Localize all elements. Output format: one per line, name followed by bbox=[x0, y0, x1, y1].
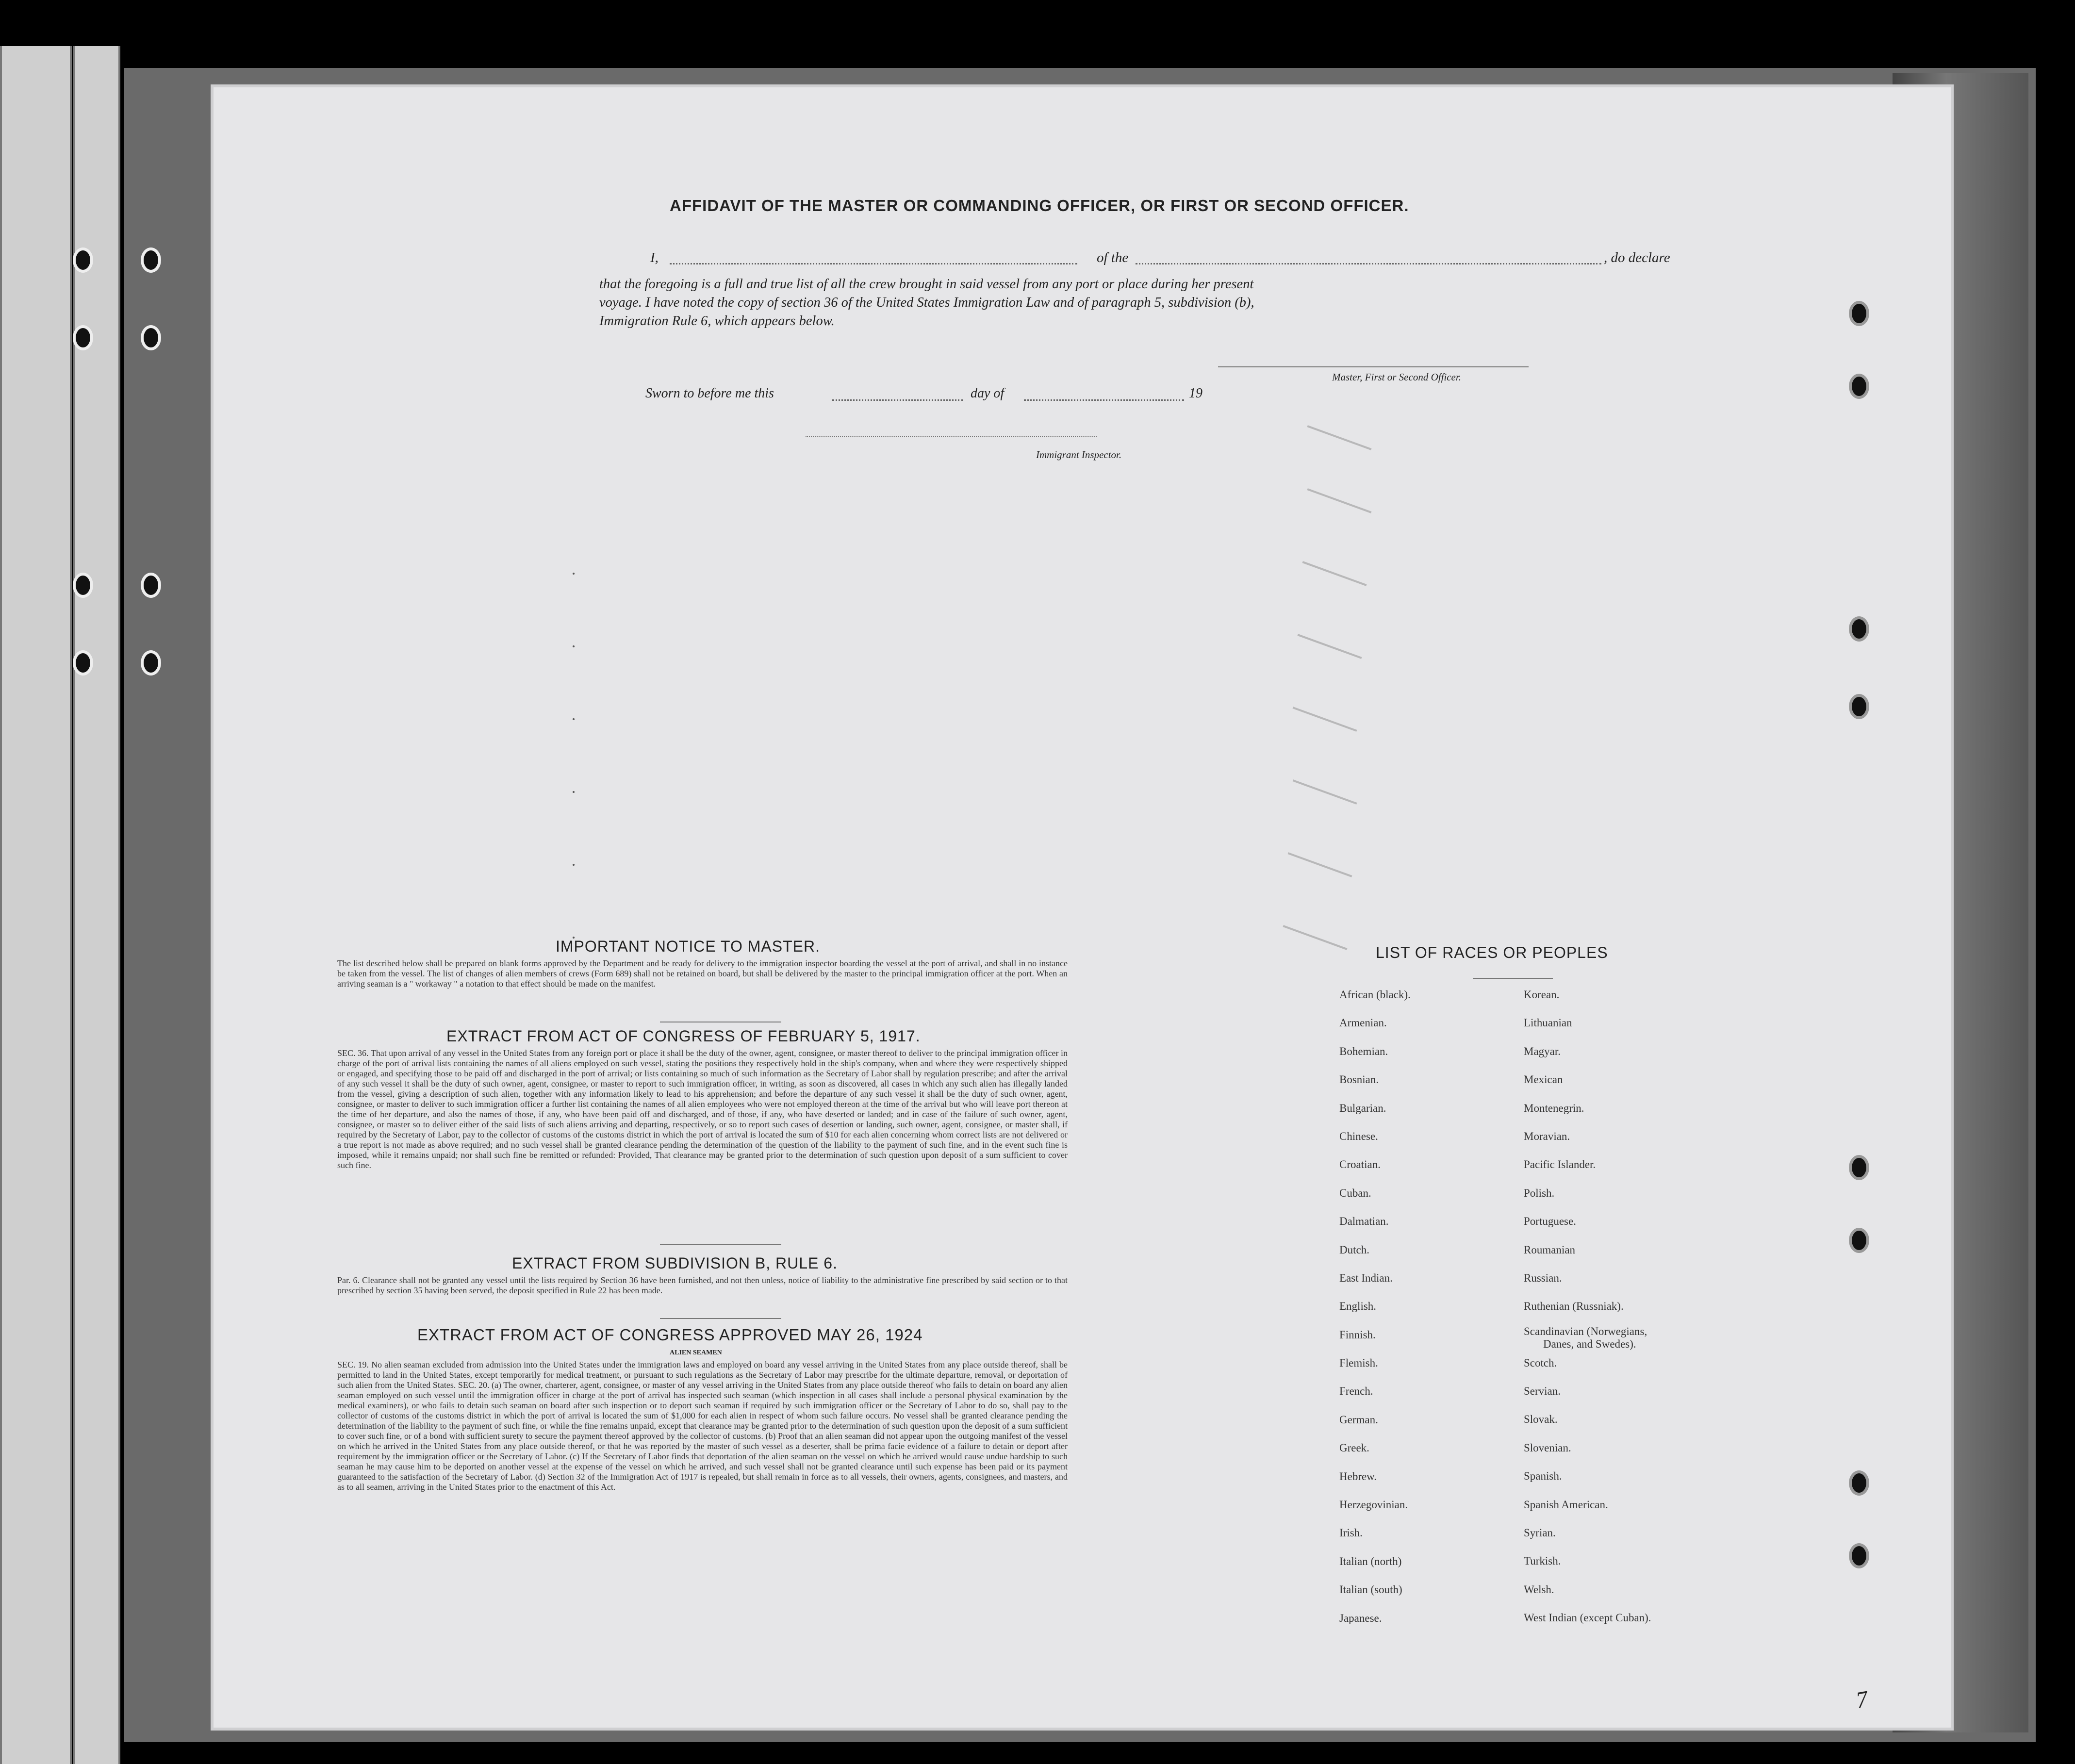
master-signature-line[interactable] bbox=[1218, 366, 1529, 367]
notice-body: The list described below shall be prepared on blank forms approved by the Department and be ready for delivery to the immigration inspector boarding the vessel at the port of arrival, and shall in no instance be taken from the vessel. The list of changes of alien members of crews (Form 689) shall not be retained on board, but shall be delivered by the master to the principal immigration officer at the port. When an arriving seaman is a " workaway " a notation to that effect should be made on the manifest. bbox=[337, 958, 1068, 989]
affidavit-line-4: Immigration Rule 6, which appears below. bbox=[599, 313, 835, 329]
extract-1924-body: SEC. 19. No alien seaman excluded from admission into the United States under the immigration laws and employed on board any vessel arriving in the United States from any place outside thereof, shall be permitted to land in the United States, except temporarily for medical treatment, or pursuant to such regulations as the Secretary of Labor may prescribe for the ultimate departure, removal, or deportation of such alien from the United States. SEC. 20. (a) The owner, charterer, agent, consignee, or master of any vessel arriving in the United States from any place outside thereof who fails to detain on board any alien seaman employed on such vessel until the immigration officer in charge at the port of arrival has inspected such seaman (which inspection in all cases shall include a personal physical examination by the medical examiners), or who fails to detain such seaman on board after such inspection or to deport such seaman if required by such immigration officer or the Secretary of Labor to do so, shall pay to the collector of customs of the customs district in which the port of arrival is located the sum of $1,000 for each alien in respect of whom such failure occurs. No vessel shall be granted clearance pending the determination of the liability to the payment of such fine, or while the fine remains unpaid, except that clearance may be granted prior to the determination of such question upon the deposit of a sum sufficient to cover such fine, or of a bond with sufficient surety to secure the payment thereof approved by the collector of customs. (b) Proof that an alien seaman did not appear upon the outgoing manifest of the vessel on which he arrived in the United States from any place outside thereof, or that he was reported by the master of such vessel as a deserter, shall be prima facie evidence of a failure to detain or deport after requirement by the immigration officer or the Secretary of Labor. (c) If the Secretary of Labor finds that deportation of the alien seaman on the vessel on which he arrived would cause undue hardship to such seaman he may cause him to be deported on another vessel at the expense of the vessel on which he arrived, and such vessel shall not be granted clearance until such expense has been paid or its payment guaranteed to the satisfaction of the Secretary of Labor. (d) Section 32 of the Immigration Act of 1917 is repealed, but shall remain in force as to all vessels, their owners, agents, consignees, and masters, and as to all seamen, arriving in the United States prior to the enactment of this Act. bbox=[337, 1360, 1068, 1492]
page-hole bbox=[1849, 374, 1869, 399]
binder-strip-left bbox=[0, 46, 72, 1764]
sworn-month-blank[interactable] bbox=[1024, 399, 1184, 401]
race-item: Portuguese. bbox=[1524, 1215, 1576, 1228]
race-item: Croatian. bbox=[1339, 1158, 1381, 1171]
race-item: Ruthenian (Russniak). bbox=[1524, 1300, 1624, 1313]
binder-strip-middle bbox=[73, 46, 120, 1764]
races-left-column bbox=[1339, 985, 1411, 1637]
race-item: Slovenian. bbox=[1524, 1441, 1571, 1454]
race-item: Chinese. bbox=[1339, 1130, 1378, 1142]
page-number: 7 bbox=[1854, 1686, 1870, 1714]
binder-hole bbox=[73, 247, 93, 273]
race-item: Slovak. bbox=[1524, 1413, 1558, 1426]
divider bbox=[660, 1318, 781, 1319]
binder-hole bbox=[141, 325, 161, 350]
master-signature-label: Master, First or Second Officer. bbox=[1332, 371, 1461, 383]
race-item: English. bbox=[1339, 1300, 1377, 1313]
race-item: Scandinavian (Norwegians, bbox=[1524, 1325, 1647, 1337]
race-item: Irish. bbox=[1339, 1527, 1363, 1539]
divider bbox=[660, 1244, 781, 1245]
extract-1917-body: SEC. 36. That upon arrival of any vessel in the United States from any foreign port or place it shall be the duty of the owner, agent, consignee, or master thereof to deliver to the principal immigration officer in charge of the port of arrival lists containing the names of all aliens employed on such vessel, stating the positions they respectively hold in the ship's company, when and where they were respectively shipped or engaged, and specifying those to be paid off and discharged in the port of arrival; or lists containing so much of such information as the Secretary of Labor shall by regulation prescribe; and after the arrival of any such vessel it shall be the duty of such owner, agent, consignee, or master to report to such immigration officer, in writing, as soon as discovered, all cases in which any such alien has illegally landed from the vessel, giving a description of such alien, together with any information likely to lead to his apprehension; and before the departure of any such vessel it shall be the duty of such owner, agent, consignee, or master to deliver to such immigration officer a further list containing the names of all alien employees who were not employed thereon at the time of the arrival but who will leave port thereon at the time of her departure, and also the names of those, if any, who have been paid off and discharged, and of those, if any, who have deserted or landed; and in case of the failure of such owner, agent, consignee, or master so to deliver either of the said lists of such aliens arriving and departing, respectively, or so to report such cases of desertion or landing, such owner, agent, consignee, or master shall, if required by the Secretary of Labor, pay to the collector of customs of the customs district in which the port of arrival is located the sum of $10 for each alien concerning whom correct lists are not delivered or a true report is not made as above required; and no such vessel shall be granted clearance pending the determination of the question of the liability to the payment of such fine, and in the event such fine is imposed, while it remains unpaid; nor shall such fine be remitted or refunded: Provided, That clearance may be granted prior to the determination of such question upon deposit of a sum sufficient to cover such fine. bbox=[337, 1048, 1068, 1170]
inspector-signature-line[interactable] bbox=[806, 436, 1097, 437]
page-hole bbox=[1849, 694, 1869, 719]
bleed-through-mark bbox=[1288, 852, 1352, 877]
page-hole bbox=[1849, 1228, 1869, 1253]
binder-hole bbox=[141, 650, 161, 676]
extract-1924-title: EXTRACT FROM ACT OF CONGRESS APPROVED MAY 26, 1924 bbox=[417, 1326, 923, 1344]
sworn-label: Sworn to before me this bbox=[645, 386, 774, 401]
divider bbox=[1473, 978, 1553, 979]
race-item: French. bbox=[1339, 1385, 1373, 1398]
guide-dot bbox=[573, 645, 575, 647]
race-item: East Indian. bbox=[1339, 1271, 1393, 1284]
affidavit-line-3: voyage. I have noted the copy of section 36 of the United States Immigration Law and of paragraph 5, subdivision (b), bbox=[599, 295, 1254, 310]
binder-hole bbox=[73, 573, 93, 598]
guide-dot bbox=[573, 718, 575, 720]
year-prefix: 19 bbox=[1189, 386, 1202, 401]
race-item: Bohemian. bbox=[1339, 1045, 1388, 1057]
race-item: Bosnian. bbox=[1339, 1073, 1379, 1086]
bleed-through-mark bbox=[1307, 488, 1372, 513]
binder-hole bbox=[73, 650, 93, 676]
race-item: Polish. bbox=[1524, 1187, 1555, 1199]
race-item: Greek. bbox=[1339, 1442, 1369, 1454]
affidavit-of-the: of the bbox=[1097, 250, 1129, 265]
races-title: LIST OF RACES OR PEOPLES bbox=[1376, 944, 1608, 961]
race-item: Scotch. bbox=[1524, 1356, 1557, 1369]
race-item: Dutch. bbox=[1339, 1243, 1369, 1256]
subdivision-body: Par. 6. Clearance shall not be granted any vessel until the lists required by Section 36 have been furnished, and not then unless, notice of liability to the administrative fine prescribed by said section or to that prescribed by section 35 having been served, the deposit specified in Rule 22 has been made. bbox=[337, 1275, 1068, 1295]
affidavit-declare: , do declare bbox=[1604, 250, 1670, 265]
race-item: Welsh. bbox=[1524, 1583, 1554, 1596]
binder-hole bbox=[73, 325, 93, 350]
race-item: Magyar. bbox=[1524, 1045, 1561, 1057]
race-item: West Indian (except Cuban). bbox=[1524, 1612, 1651, 1624]
race-item-continuation: Danes, and Swedes). bbox=[1543, 1337, 1636, 1350]
race-item: Italian (south) bbox=[1339, 1583, 1402, 1596]
race-item: Turkish. bbox=[1524, 1555, 1561, 1567]
page-hole bbox=[1849, 301, 1869, 326]
guide-dot bbox=[573, 573, 575, 575]
race-item: Cuban. bbox=[1339, 1187, 1371, 1199]
race-item: Roumanian bbox=[1524, 1243, 1576, 1256]
bleed-through-mark bbox=[1283, 925, 1348, 950]
race-item: Herzegovinian. bbox=[1339, 1499, 1408, 1511]
race-item: Dalmatian. bbox=[1339, 1215, 1389, 1228]
vessel-blank[interactable] bbox=[1136, 263, 1601, 264]
race-item: Armenian. bbox=[1339, 1017, 1387, 1029]
race-item: Russian. bbox=[1524, 1271, 1562, 1284]
race-item: Finnish. bbox=[1339, 1328, 1376, 1341]
page-hole bbox=[1849, 1543, 1869, 1568]
bleed-through-mark bbox=[1302, 561, 1367, 586]
subdivision-title: EXTRACT FROM SUBDIVISION B, RULE 6. bbox=[512, 1254, 838, 1272]
race-item: Bulgarian. bbox=[1339, 1102, 1386, 1114]
extract-1917-title: EXTRACT FROM ACT OF CONGRESS OF FEBRUARY 5, 1917. bbox=[446, 1027, 921, 1045]
race-item: Flemish. bbox=[1339, 1357, 1378, 1369]
binder-hole bbox=[141, 573, 161, 598]
race-item: Lithuanian bbox=[1524, 1017, 1572, 1029]
race-item: Hebrew. bbox=[1339, 1470, 1377, 1483]
race-item: Japanese. bbox=[1339, 1612, 1382, 1624]
document-page bbox=[214, 87, 1951, 1728]
bleed-through-mark bbox=[1293, 779, 1357, 805]
alien-seamen-heading: ALIEN SEAMEN bbox=[670, 1349, 722, 1356]
bleed-through-mark bbox=[1293, 707, 1357, 732]
race-item: Italian (north) bbox=[1339, 1555, 1402, 1567]
bleed-through-mark bbox=[1298, 634, 1362, 659]
race-item: Servian. bbox=[1524, 1385, 1561, 1398]
race-item: Spanish. bbox=[1524, 1470, 1562, 1483]
affidavit-line-2: that the foregoing is a full and true list of all the crew brought in said vessel from any port or place during her present bbox=[599, 277, 1254, 292]
race-item: Spanish American. bbox=[1524, 1498, 1608, 1511]
sworn-day-blank[interactable] bbox=[832, 399, 963, 401]
page-hole bbox=[1849, 616, 1869, 642]
race-item: Syrian. bbox=[1524, 1527, 1556, 1539]
page-hole bbox=[1849, 1470, 1869, 1496]
affidavit-title: AFFIDAVIT OF THE MASTER OR COMMANDING OFFICER, OR FIRST OR SECOND OFFICER. bbox=[670, 197, 1409, 214]
race-item: Mexican bbox=[1524, 1073, 1563, 1086]
page-hole bbox=[1849, 1155, 1869, 1180]
affidavit-i: I, bbox=[650, 250, 659, 265]
inspector-label: Immigrant Inspector. bbox=[1036, 449, 1122, 461]
guide-dot bbox=[573, 864, 575, 866]
races-right-column bbox=[1524, 985, 1651, 1637]
race-item: Korean. bbox=[1524, 989, 1560, 1001]
bleed-through-mark bbox=[1307, 425, 1372, 450]
day-of-label: day of bbox=[971, 386, 1005, 401]
race-item: German. bbox=[1339, 1413, 1378, 1426]
guide-dot bbox=[573, 791, 575, 793]
race-item: Pacific Islander. bbox=[1524, 1158, 1596, 1171]
name-blank[interactable] bbox=[670, 263, 1077, 264]
race-item: African (black). bbox=[1339, 989, 1411, 1001]
race-item: Montenegrin. bbox=[1524, 1102, 1584, 1114]
race-item: Moravian. bbox=[1524, 1130, 1570, 1142]
binder-hole bbox=[141, 247, 161, 273]
notice-title: IMPORTANT NOTICE TO MASTER. bbox=[556, 938, 820, 955]
